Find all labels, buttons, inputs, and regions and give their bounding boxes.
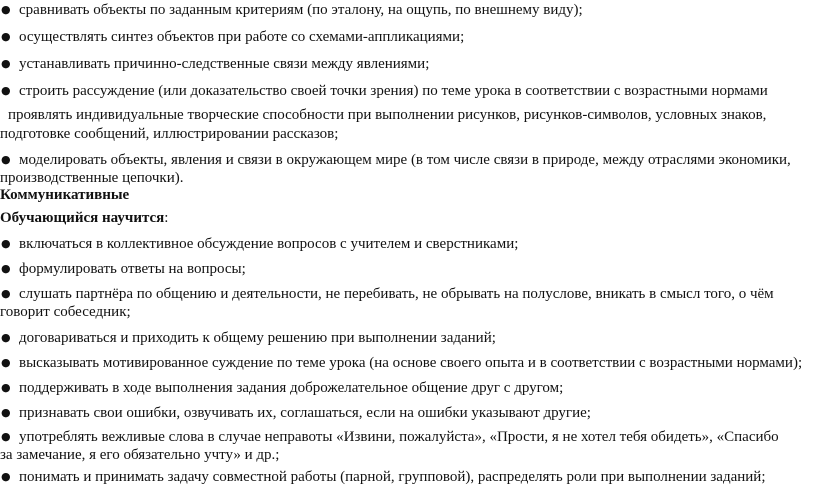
list-item — [0, 404, 591, 422]
list-item — [0, 1, 583, 19]
bullet-icon: ● — [1, 287, 11, 300]
list-item — [0, 379, 563, 397]
list-item-text: включаться в коллективное обсуждение вопросов с учителем и сверстниками; — [19, 236, 519, 252]
bullet-icon: ● — [1, 84, 11, 97]
list-item-text: договариваться и приходить к общему решению при выполнении заданий; — [19, 330, 496, 346]
list-item-continuation — [0, 446, 279, 464]
list-item — [0, 28, 464, 46]
section-heading — [0, 186, 129, 204]
paragraph-line — [0, 125, 338, 143]
bullet-icon: ● — [1, 381, 11, 394]
bullet-icon: ● — [1, 57, 11, 70]
list-item — [0, 329, 496, 347]
list-item-text: производственные цепочки). — [0, 170, 184, 186]
bullet-icon: ● — [1, 153, 11, 166]
list-item-text: за замечание, я его обязательно учту» и др.; — [0, 447, 280, 463]
list-item-text: формулировать ответы на вопросы; — [19, 261, 246, 277]
list-item — [0, 428, 779, 446]
list-item — [0, 285, 774, 303]
list-item-text: признавать свои ошибки, озвучивать их, соглашаться, если на ошибки указывают другие; — [19, 405, 591, 421]
bullet-icon: ● — [1, 237, 11, 250]
subheading-colon: : — [164, 210, 169, 226]
list-item — [0, 235, 518, 253]
list-item-text: строить рассуждение (или доказательство своей точки зрения) по теме урока в соответствии с возрастными нормами — [19, 83, 768, 99]
list-item-text: говорит собеседник; — [0, 304, 131, 320]
list-item-text: понимать и принимать задачу совместной работы (парной, групповой), распределять роли при выполнении заданий; — [19, 469, 766, 485]
list-item — [0, 55, 429, 73]
bullet-icon: ● — [1, 430, 11, 443]
list-item — [0, 354, 802, 372]
bullet-icon: ● — [1, 470, 11, 483]
bullet-icon: ● — [1, 356, 11, 369]
list-item — [0, 468, 766, 486]
bullet-icon: ● — [1, 331, 11, 344]
subheading — [0, 209, 168, 227]
list-item-continuation — [0, 169, 184, 187]
bullet-icon: ● — [1, 262, 11, 275]
list-item — [0, 82, 768, 100]
list-item-text: слушать партнёра по общению и деятельности, не перебивать, не обрывать на полуслове, вникать в смысл того, о чём — [19, 286, 774, 302]
list-item-text: употреблять вежливые слова в случае неправоты «Извини, пожалуйста», «Прости, я не хотел тебя обидеть», «Спасибо — [19, 429, 779, 445]
bullet-icon: ● — [1, 30, 11, 43]
list-item — [0, 151, 791, 169]
bullet-icon: ● — [1, 3, 11, 16]
section-heading-text: Коммуникативные — [0, 187, 130, 203]
list-item — [0, 260, 246, 278]
subheading-text: Обучающийся научится — [0, 210, 165, 226]
paragraph-text: подготовке сообщений, иллюстрировании рассказов; — [0, 126, 339, 142]
paragraph-line — [0, 106, 766, 124]
paragraph-text: проявлять индивидуальные творческие способности при выполнении рисунков, рисунков-символов, условных знаков, — [8, 107, 767, 123]
list-item-text: сравнивать объекты по заданным критериям (по эталону, на ощупь, по внешнему виду); — [19, 2, 583, 18]
list-item-continuation — [0, 303, 131, 321]
list-item-text: осуществлять синтез объектов при работе со схемами-аппликациями; — [19, 29, 465, 45]
list-item-text: поддерживать в ходе выполнения задания доброжелательное общение друг с другом; — [19, 380, 564, 396]
bullet-icon: ● — [1, 406, 11, 419]
list-item-text: высказывать мотивированное суждение по теме урока (на основе своего опыта и в соответствии с возрастными нормами); — [19, 355, 803, 371]
list-item-text: моделировать объекты, явления и связи в окружающем мире (в том числе связи в природе, между отраслями экономики, — [19, 152, 791, 168]
list-item-text: устанавливать причинно-следственные связи между явлениями; — [19, 56, 430, 72]
